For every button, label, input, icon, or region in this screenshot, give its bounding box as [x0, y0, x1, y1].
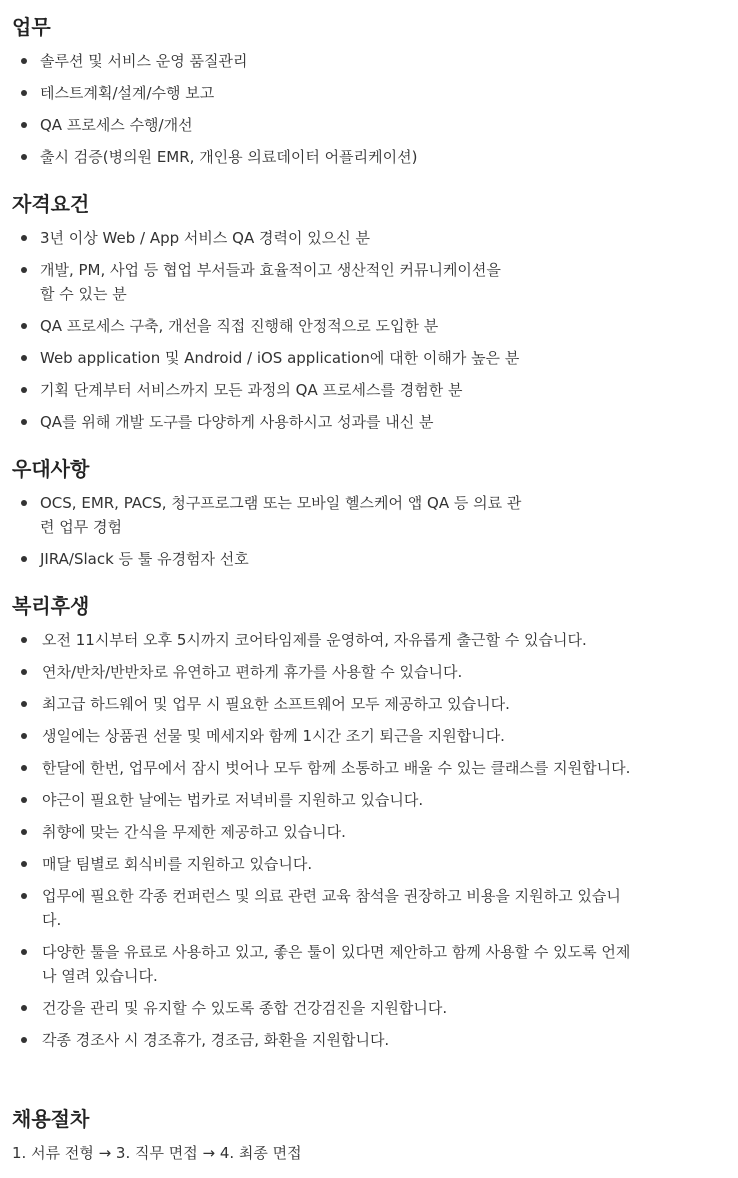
bullet-icon	[21, 500, 27, 506]
list-item: JIRA/Slack 등 툴 유경험자 선호	[0, 547, 738, 579]
bullet-icon	[21, 949, 27, 955]
section-title-process: 채용절차	[12, 1107, 90, 1131]
bullet-icon	[21, 122, 27, 128]
duties-list	[0, 49, 738, 177]
list-item: 다양한 툴을 유료로 사용하고 있고, 좋은 툴이 있다면 제안하고 함께 사용할 수 있도록 언제 나 열려 있습니다.	[0, 940, 738, 996]
list-item: 생일에는 상품권 선물 및 메세지와 함께 1시간 조기 퇴근을 지원합니다.	[0, 724, 738, 756]
bullet-icon	[21, 419, 27, 425]
list-item: 매달 팀별로 회식비를 지원하고 있습니다.	[0, 852, 738, 884]
list-item: QA를 위해 개발 도구를 다양하게 사용하시고 성과를 내신 분	[0, 410, 738, 442]
bullet-icon	[21, 1037, 27, 1043]
list-item: 각종 경조사 시 경조휴가, 경조금, 화환을 지원합니다.	[0, 1028, 738, 1060]
list-item: 연차/반차/반반차로 유연하고 편하게 휴가를 사용할 수 있습니다.	[0, 660, 738, 692]
list-item: 테스트계획/설계/수행 보고	[0, 81, 738, 113]
list-item: 최고급 하드웨어 및 업무 시 필요한 소프트웨어 모두 제공하고 있습니다.	[0, 692, 738, 724]
bullet-icon	[21, 797, 27, 803]
bullet-icon	[21, 701, 27, 707]
bullet-icon	[21, 267, 27, 273]
bullet-icon	[21, 733, 27, 739]
bullet-icon	[21, 893, 27, 899]
bullet-icon	[21, 387, 27, 393]
bullet-icon	[21, 765, 27, 771]
list-item: 3년 이상 Web / App 서비스 QA 경력이 있으신 분	[0, 226, 738, 258]
bullet-icon	[21, 58, 27, 64]
bullet-icon	[21, 90, 27, 96]
list-item: QA 프로세스 수행/개선	[0, 113, 738, 145]
list-item: 취향에 맞는 간식을 무제한 제공하고 있습니다.	[0, 820, 738, 852]
section-title-duties: 업무	[12, 15, 51, 39]
list-item: OCS, EMR, PACS, 청구프로그램 또는 모바일 헬스케어 앱 QA 등 의료 관 련 업무 경험	[0, 491, 738, 547]
bullet-icon	[21, 669, 27, 675]
qualifications-list	[0, 226, 738, 442]
bullet-icon	[21, 637, 27, 643]
bullet-icon	[21, 154, 27, 160]
bullet-icon	[21, 1005, 27, 1011]
preferred-list	[0, 491, 738, 579]
list-item: 건강을 관리 및 유지할 수 있도록 종합 건강검진을 지원합니다.	[0, 996, 738, 1028]
bullet-icon	[21, 861, 27, 867]
benefits-list	[0, 628, 738, 1060]
list-item: 업무에 필요한 각종 컨퍼런스 및 의료 관련 교육 참석을 권장하고 비용을 지원하고 있습니 다.	[0, 884, 738, 940]
section-title-preferred: 우대사항	[12, 457, 90, 481]
bullet-icon	[21, 556, 27, 562]
section-title-benefits: 복리후생	[12, 594, 90, 618]
list-item: Web application 및 Android / iOS application에 대한 이해가 높은 분	[0, 346, 738, 378]
bullet-icon	[21, 829, 27, 835]
bullet-icon	[21, 235, 27, 241]
list-item: 솔루션 및 서비스 운영 품질관리	[0, 49, 738, 81]
list-item: 한달에 한번, 업무에서 잠시 벗어나 모두 함께 소통하고 배울 수 있는 클래스를 지원합니다.	[0, 756, 738, 788]
list-item: 출시 검증(병의원 EMR, 개인용 의료데이터 어플리케이션)	[0, 145, 738, 177]
list-item: 야근이 필요한 날에는 법카로 저녁비를 지원하고 있습니다.	[0, 788, 738, 820]
list-item: 개발, PM, 사업 등 협업 부서들과 효율적이고 생산적인 커뮤니케이션을 할 수 있는 분	[0, 258, 738, 314]
list-item: 오전 11시부터 오후 5시까지 코어타임제를 운영하여, 자유롭게 출근할 수 있습니다.	[0, 628, 738, 660]
bullet-icon	[21, 323, 27, 329]
bullet-icon	[21, 355, 27, 361]
process-steps: 1. 서류 전형 → 3. 직무 면접 → 4. 최종 면접	[12, 1144, 302, 1162]
section-title-qualifications: 자격요건	[12, 192, 90, 216]
list-item: QA 프로세스 구축, 개선을 직접 진행해 안정적으로 도입한 분	[0, 314, 738, 346]
list-item: 기획 단계부터 서비스까지 모든 과정의 QA 프로세스를 경험한 분	[0, 378, 738, 410]
